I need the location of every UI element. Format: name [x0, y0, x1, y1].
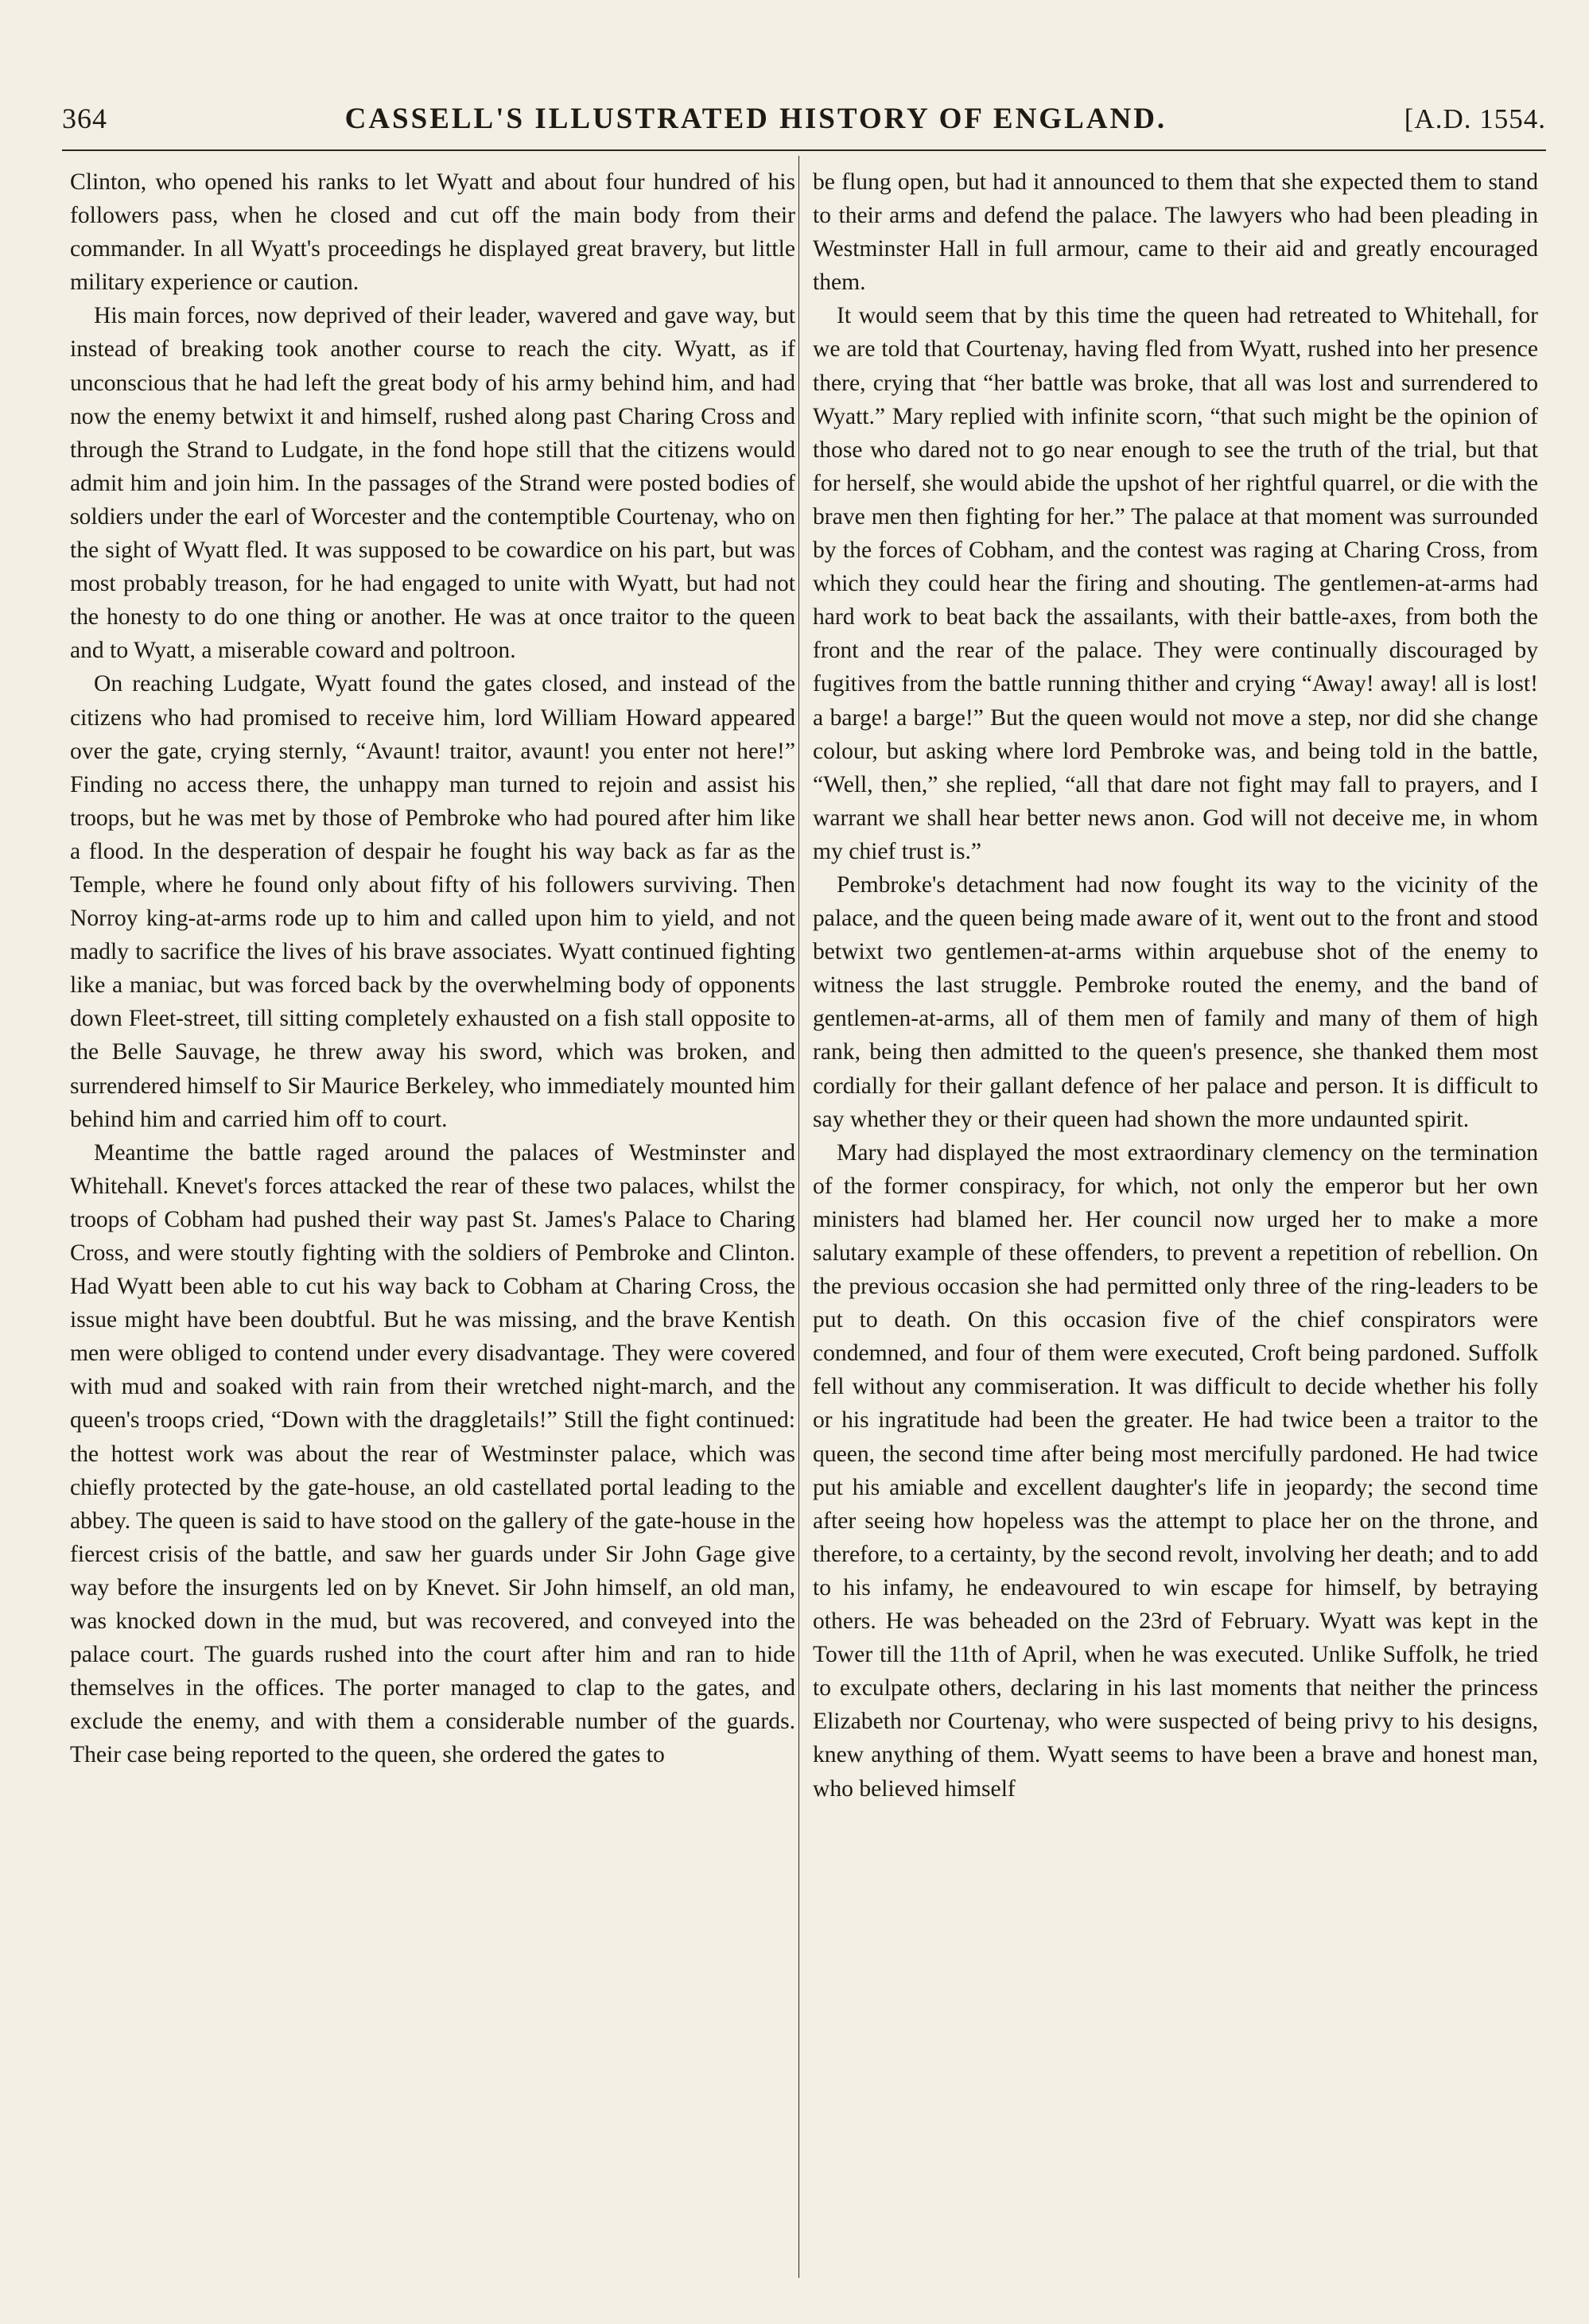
- paragraph: Clinton, who opened his ranks to let Wyatt and about four hundred of his followers pass, when he closed and cut off the main body from their commander. In all Wyatt's proceedings he displayed great bravery, but little military experience or caution.: [70, 169, 795, 296]
- paragraph: Meantime the battle raged around the palaces of Westminster and Whitehall. Knevet's forces attacked the rear of these two palaces, whilst the troops of Cobham had pushed their way past St. James's Palace to Charing Cross, and were stoutly fighting with the soldiers of Pembroke and Clinton. Had Wyatt been able to cut his way back to Cobham at Charing Cross, the issue might have been doubtful. But he was missing, and the brave Kentish men were obliged to contend under every disadvantage. They were covered with mud and soaked with rain from their wretched night-march, and the queen's troops cried, “Down with the draggletails!” Still the fight continued: the hottest work was about the rear of Westminster palace, which was chiefly protected by the gate-house, an old castellated portal leading to the abbey. The queen is said to have stood on the gallery of the gate-house in the fiercest crisis of the battle, and saw her guards under Sir John Gage give way before the insurgents led on by Knevet. Sir John himself, an old man, was knocked down in the mud, but was recovered, and conveyed into the palace court. The guards rushed into the court after him and ran to hide themselves in the offices. The porter managed to clap to the gates, and exclude the enemy, and with them a considerable number of the guards. Their case being reported to the queen, she ordered the gates to: [70, 1139, 795, 1768]
- header-rule: [62, 149, 1546, 151]
- right-column: [813, 165, 1538, 1806]
- paragraph: It would seem that by this time the queen had retreated to Whitehall, for we are told that Courtenay, having fled from Wyatt, rushed into her presence there, crying that “her battle was broke, that all was lost and surrendered to Wyatt.” Mary replied with infinite scorn, “that such might be the opinion of those who dared not to go near enough to see the truth of the trial, but that for herself, she would abide the upshot of her rightful quarrel, or die with the brave men then fighting for her.” The palace at that moment was surrounded by the forces of Cobham, and the contest was raging at Charing Cross, from which they could hear the firing and shouting. The gentlemen-at-arms had hard work to beat back the assailants, with their battle-axes, from both the front and the rear of the palace. They were continually discouraged by fugitives from the battle running thither and crying “Away! away! all is lost! a barge! a barge!” But the queen would not move a step, nor did she change colour, but asking where lord Pembroke was, and being told in the battle, “Well, then,” she replied, “all that dare not fight may fall to prayers, and I warrant we shall hear better news anon. God will not deceive me, in whom my chief trust is.”: [813, 303, 1538, 864]
- paragraph: Mary had displayed the most extraordinary clemency on the termination of the former conspiracy, for which, not only the emperor but her own ministers had blamed her. Her council now urged her to make a more salutary example of these offenders, to prevent a repetition of rebellion. On the previous occasion she had permitted only three of the ring-leaders to be put to death. On this occasion five of the chief conspirators were condemned, and four of them were executed, Croft being pardoned. Suffolk fell without any commiseration. It was difficult to decide whether his folly or his ingratitude had been the greater. He had twice been a traitor to the queen, the second time after being most mercifully pardoned. He had twice put his amiable and excellent daughter's life in jeopardy; the second time after seeing how hopeless was the attempt to place her on the throne, and therefore, to a certainty, by the second revolt, involving her death; and to add to his infamy, he endeavoured to win escape for himself, by betraying others. He was beheaded on the 23rd of February. Wyatt was kept in the Tower till the 11th of April, when he was executed. Unlike Suffolk, he tried to exculpate others, declaring in his last moments that neither the princess Elizabeth nor Courtenay, who were suspected of being privy to his designs, knew anything of them. Wyatt seems to have been a brave and honest man, who believed himself: [813, 1139, 1538, 1802]
- page-number: 364: [62, 103, 107, 134]
- left-column: [70, 165, 795, 1772]
- running-head: [62, 102, 1546, 140]
- paragraph: Pembroke's detachment had now fought its way to the vicinity of the palace, and the queen being made aware of it, went out to the front and stood betwixt two gentlemen-at-arms within arquebuse shot of the enemy to witness the last struggle. Pembroke routed the enemy, and the band of gentlemen-at-arms, all of them men of family and many of them of high rank, being then admitted to the queen's presence, she thanked them most cordially for their gallant defence of her palace and person. It is difficult to say whether they or their queen had shown the more undaunted spirit.: [813, 871, 1538, 1132]
- paragraph: be flung open, but had it announced to them that she expected them to stand to their arms and defend the palace. The lawyers who had been pleading in Westminster Hall in full armour, came to their aid and greatly encouraged them.: [813, 169, 1538, 296]
- paragraph: On reaching Ludgate, Wyatt found the gates closed, and instead of the citizens who had promised to receive him, lord William Howard appeared over the gate, crying sternly, “Avaunt! traitor, avaunt! you enter not here!” Finding no access there, the unhappy man turned to rejoin and assist his troops, but he was met by those of Pembroke who had poured after him like a flood. In the desperation of despair he fought his way back as far as the Temple, where he found only about fifty of his followers surviving. Then Norroy king-at-arms rode up to him and called upon him to yield, and not madly to sacrifice the lives of his brave associates. Wyatt continued fighting like a maniac, but was forced back by the overwhelming body of opponents down Fleet-street, till sitting completely exhausted on a fish stall opposite to the Belle Sauvage, he threw away his sword, which was broken, and surrendered himself to Sir Maurice Berkeley, who immediately mounted him behind him and carried him off to court.: [70, 671, 795, 1132]
- paragraph: His main forces, now deprived of their leader, wavered and gave way, but instead of breaking took another course to reach the city. Wyatt, as if unconscious that he had left the great body of his army behind him, and had now the enemy betwixt it and himself, rushed along past Charing Cross and through the Strand to Ludgate, in the fond hope still that the citizens would admit him and join him. In the passages of the Strand were posted bodies of soldiers under the earl of Worcester and the contemptible Courtenay, who on the sight of Wyatt fled. It was supposed to be cowardice on his part, but was most probably treason, for he had engaged to unite with Wyatt, but had not the honesty to do one thing or another. He was at once traitor to the queen and to Wyatt, a miserable coward and poltroon.: [70, 303, 795, 664]
- date-marker: [A.D. 1554.: [1404, 103, 1546, 134]
- book-title: CASSELL'S ILLUSTRATED HISTORY OF ENGLAND.: [344, 103, 1167, 135]
- column-divider: [798, 156, 799, 2278]
